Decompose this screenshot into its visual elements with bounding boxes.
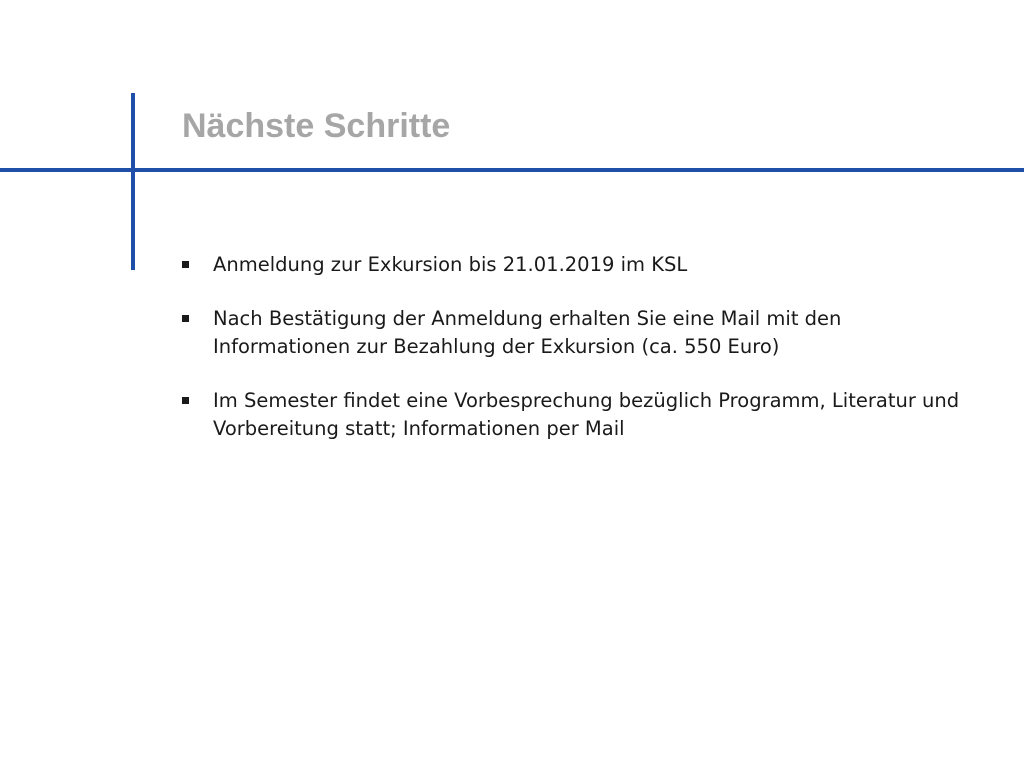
vertical-accent-line — [131, 93, 135, 270]
square-bullet-icon — [182, 261, 189, 268]
list-item — [180, 387, 960, 443]
slide-title: Nächste Schritte — [182, 107, 451, 145]
list-item — [180, 251, 960, 279]
bullet-text: Nach Bestätigung der Anmeldung erhalten Sie eine Mail mit den Informationen zur Bezahlung der Exkursion (ca. 550 Euro) — [213, 307, 842, 358]
horizontal-accent-line — [0, 168, 1024, 172]
bullet-list — [180, 251, 960, 469]
bullet-text: Im Semester findet eine Vorbesprechung bezüglich Programm, Literatur und Vorbereitung statt; Informationen per Mail — [213, 389, 960, 440]
square-bullet-icon — [182, 397, 189, 404]
list-item — [180, 305, 960, 361]
bullet-text: Anmeldung zur Exkursion bis 21.01.2019 im KSL — [213, 253, 688, 276]
square-bullet-icon — [182, 315, 189, 322]
